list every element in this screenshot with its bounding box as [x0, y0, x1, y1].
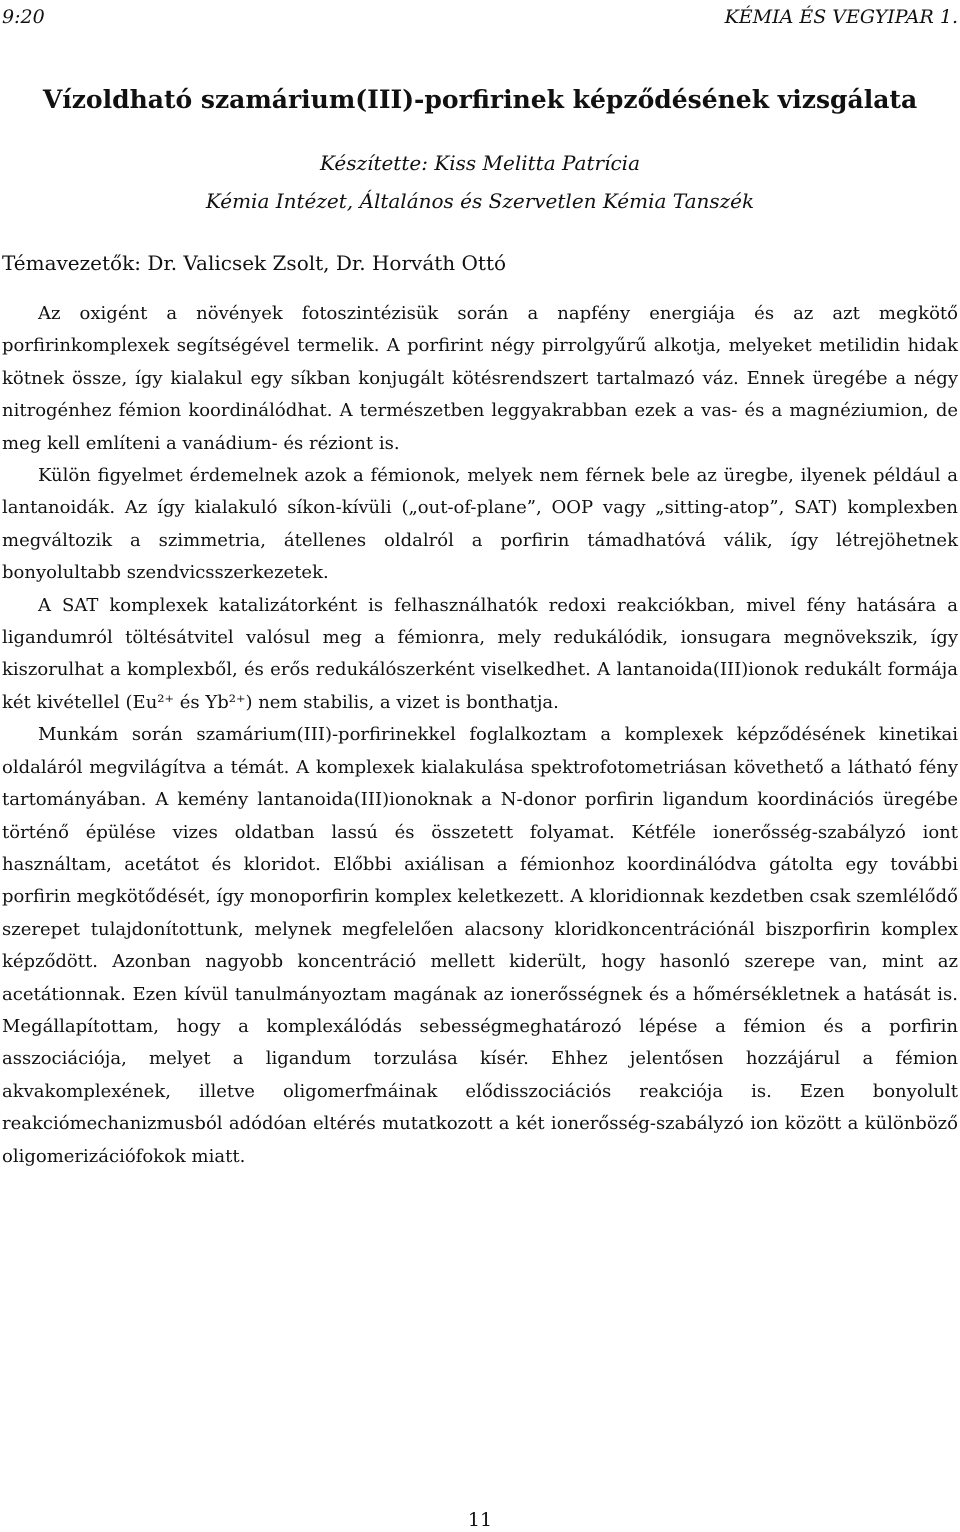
header-time: 9:20 [2, 6, 45, 28]
paragraph-sat-complexes: A SAT komplexek katalizátorként is felhasználhatók redoxi reakciókban, mivel fény hatására a ligandumról töltésátvitel valósul meg a fémionra, mely redukálódik, ionsugara megnövekszik, így kiszorulhat a komplexből, és erős redukálószerként viselkedhet. A lantanoida(III)ionok redukált formája két kivétellel (Eu²⁺ és Yb²⁺) nem stabilis, a vizet is bonthatja. [2, 594, 958, 713]
abstract-body [2, 298, 958, 1173]
page-number: 11 [467, 1509, 493, 1531]
paragraph-lanthanides: Külön figyelmet érdemelnek azok a fémionok, melyek nem férnek bele az üregbe, ilyenek például a lantanoidák. Az így kialakuló síkon-kívüli („out-of-plane”, OOP vagy „sitting-atop”, SAT) komplexben megváltozik a szimmetria, átellenes oldalról a porfirin támadhatóvá válik, így létrejöhetnek bonyolultabb szendvicsszerkezetek. [2, 465, 958, 584]
paper-title: Vízoldható szamárium(III)-porfirinek képződésének vizsgálata [42, 85, 918, 114]
running-header [2, 3, 958, 31]
affiliation-line: Kémia Intézet, Általános és Szervetlen Kémia Tanszék [205, 189, 755, 213]
author-line: Készítette: Kiss Melitta Patrícia [320, 151, 640, 175]
supervisors-line: Témavezetők: Dr. Valicsek Zsolt, Dr. Horváth Ottó [2, 251, 507, 275]
paragraph-research: Munkám során szamárium(III)-porfirinekkel foglalkoztam a komplexek képződésének kinetikai oldaláról megvilágítva a témát. A komplexek kialakulása spektrofotometriásan követhető a látható fény tartományában. A kemény lantanoida(III)ionoknak a N-donor porfirin ligandum koordinációs üregébe történő épülése vizes oldatban lassú és összetett folyamat. Kétféle ionerősség-szabályzó iont használtam, acetátot és kloridot. Előbbi axiálisan a fémionhoz koordinálódva gátolta egy további porfirin megkötődését, így monoporfirin komplex keletkezett. A kloridionnak kezdetben csak szemlélődő szerepet tulajdonítottunk, melynek megfelelően alacsony kloridkoncentrációnál biszporfirin komplex képződött. Azonban nagyobb koncentráció mellett kiderült, hogy hasonló szerepe van, mint az acetátionnak. Ezen kívül tanulmányoztam magának az ionerősségnek és a hőmérsékletnek a hatását is. Megállapítottam, hogy a komplexálódás sebességmeghatározó lépése a fémion és a porfirin asszociációja, melyet a ligandum torzulása kísér. Ehhez jelentősen hozzájárul a fémion akvakomplexének, illetve oligomerfmáinak elődisszociációs reakciója is. Ezen bonyolult reakciómechanizmusból adódóan eltérés mutatkozott a két ionerősség-szabályzó ion között a különböző oligomerizációfokok miatt. [2, 724, 958, 1167]
header-journal: KÉMIA ÉS VEGYIPAR 1. [724, 6, 958, 28]
paragraph-intro: Az oxigént a növények fotoszintézisük során a napfény energiája és az azt megkötő porfirinkomplexek segítségével termelik. A porfirint négy pirrolgyűrű alkotja, melyeket metilidin hidak kötnek össze, így kialakul egy síkban konjugált kötésrendszert tartalmazó váz. Ennek üregébe a négy nitrogénhez fémion koordinálódhat. A természetben leggyakrabban ezek a vas- és a magnéziumion, de meg kell említeni a vanádium- és réziont is. [2, 303, 958, 454]
